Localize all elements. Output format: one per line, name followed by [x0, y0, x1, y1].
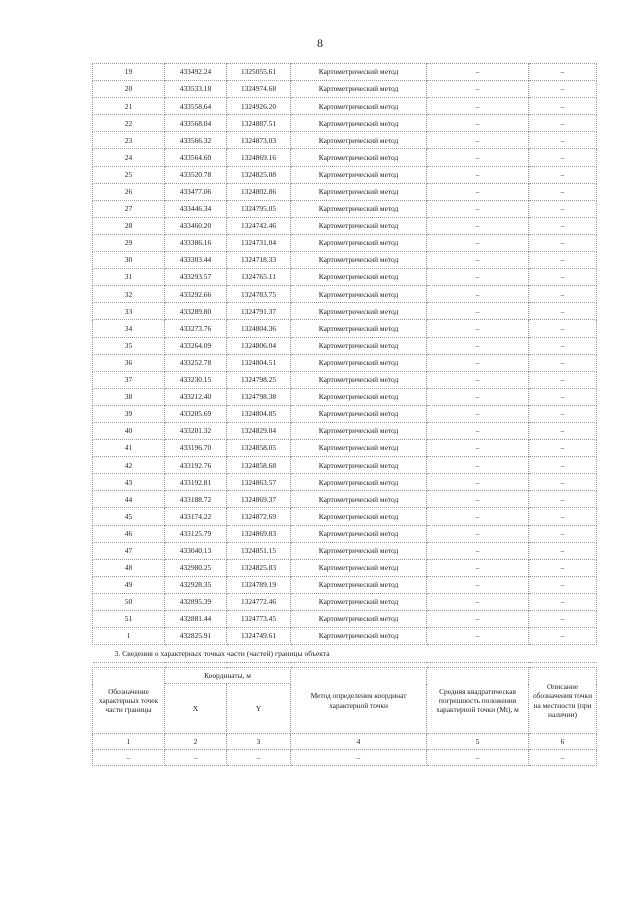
error-cell: – [427, 508, 529, 525]
method-cell: Картометрический метод [291, 508, 427, 525]
coord-x-cell: 433174.22 [165, 508, 227, 525]
coord-x-cell: 433303.44 [165, 252, 227, 269]
header-error: Средняя квадратическая погрешность положения характерной точки (Mt), м [427, 668, 529, 734]
coord-x-cell: 433292.66 [165, 286, 227, 303]
header-x: X [165, 684, 227, 734]
col-number-4: 4 [291, 734, 427, 750]
coord-x-cell: 433477.06 [165, 183, 227, 200]
method-cell: Картометрический метод [291, 217, 427, 234]
page-number: 8 [317, 36, 323, 50]
point-row [93, 132, 597, 149]
method-cell: Картометрический метод [291, 98, 427, 115]
description-cell: – [529, 320, 597, 337]
error-cell: – [427, 559, 529, 576]
method-cell: Картометрический метод [291, 200, 427, 217]
point-row [93, 576, 597, 593]
point-number-cell: 46 [93, 525, 165, 542]
point-number-cell: 34 [93, 320, 165, 337]
empty-cell: – [427, 750, 529, 766]
coord-x-cell: 433446.34 [165, 200, 227, 217]
point-number-cell: 22 [93, 115, 165, 132]
method-cell: Картометрический метод [291, 115, 427, 132]
coord-x-cell: 432980.25 [165, 559, 227, 576]
point-number-cell: 26 [93, 183, 165, 200]
coord-y-cell: 1324806.04 [227, 337, 291, 354]
description-cell: – [529, 269, 597, 286]
point-row [93, 611, 597, 628]
point-number-cell: 51 [93, 611, 165, 628]
method-cell: Картометрический метод [291, 388, 427, 405]
coord-x-cell: 433230.15 [165, 371, 227, 388]
coord-y-cell: 1324851.15 [227, 542, 291, 559]
description-cell: – [529, 252, 597, 269]
point-number-cell: 24 [93, 149, 165, 166]
description-cell: – [529, 354, 597, 371]
method-cell: Картометрический метод [291, 166, 427, 183]
point-number-cell: 36 [93, 354, 165, 371]
method-cell: Картометрический метод [291, 593, 427, 610]
coord-x-cell: 433289.80 [165, 303, 227, 320]
header-coordinates: Координаты, м [165, 668, 291, 684]
description-cell: – [529, 388, 597, 405]
coord-y-cell: 1324731.04 [227, 234, 291, 251]
coord-x-cell: 433192.81 [165, 474, 227, 491]
method-cell: Картометрический метод [291, 457, 427, 474]
description-cell: – [529, 371, 597, 388]
point-number-cell: 21 [93, 98, 165, 115]
method-cell: Картометрический метод [291, 440, 427, 457]
point-row [93, 525, 597, 542]
point-number-cell: 19 [93, 64, 165, 81]
description-cell: – [529, 337, 597, 354]
point-row [93, 474, 597, 491]
error-cell: – [427, 64, 529, 81]
coord-y-cell: 1324825.08 [227, 166, 291, 183]
point-row [93, 217, 597, 234]
error-cell: – [427, 474, 529, 491]
point-number-cell: 1 [93, 628, 165, 645]
coord-x-cell: 433273.76 [165, 320, 227, 337]
method-cell: Картометрический метод [291, 611, 427, 628]
description-cell: – [529, 457, 597, 474]
error-cell: – [427, 611, 529, 628]
coord-x-cell: 433201.32 [165, 422, 227, 439]
method-cell: Картометрический метод [291, 234, 427, 251]
point-number-cell: 29 [93, 234, 165, 251]
description-cell: – [529, 559, 597, 576]
coord-x-cell: 433293.57 [165, 269, 227, 286]
description-cell: – [529, 525, 597, 542]
coord-y-cell: 1324869.37 [227, 491, 291, 508]
description-cell: – [529, 593, 597, 610]
description-cell: – [529, 132, 597, 149]
point-row [93, 269, 597, 286]
error-cell: – [427, 337, 529, 354]
method-cell: Картометрический метод [291, 81, 427, 98]
coord-y-cell: 1324798.38 [227, 388, 291, 405]
coord-x-cell: 432881.44 [165, 611, 227, 628]
error-cell: – [427, 354, 529, 371]
point-number-cell: 27 [93, 200, 165, 217]
coord-x-cell: 433533.18 [165, 81, 227, 98]
error-cell: – [427, 525, 529, 542]
error-cell: – [427, 81, 529, 98]
description-cell: – [529, 115, 597, 132]
method-cell: Картометрический метод [291, 405, 427, 422]
coord-x-cell: 433192.76 [165, 457, 227, 474]
description-cell: – [529, 422, 597, 439]
point-row [93, 98, 597, 115]
error-cell: – [427, 422, 529, 439]
description-cell: – [529, 81, 597, 98]
coord-x-cell: 433564.60 [165, 149, 227, 166]
error-cell: – [427, 166, 529, 183]
empty-cell: – [291, 750, 427, 766]
point-row [93, 440, 597, 457]
col-number-5: 5 [427, 734, 529, 750]
point-row [93, 115, 597, 132]
point-number-cell: 31 [93, 269, 165, 286]
coord-x-cell: 433040.13 [165, 542, 227, 559]
point-number-cell: 25 [93, 166, 165, 183]
point-number-cell: 49 [93, 576, 165, 593]
point-row [93, 405, 597, 422]
coord-x-cell: 433568.04 [165, 115, 227, 132]
description-cell: – [529, 303, 597, 320]
point-row [93, 542, 597, 559]
point-row [93, 286, 597, 303]
point-row [93, 303, 597, 320]
section-3-title: 3. Сведения о характерных точках части (частей) границы объекта [93, 645, 597, 663]
method-cell: Картометрический метод [291, 559, 427, 576]
method-cell: Картометрический метод [291, 628, 427, 645]
col-number-3: 3 [227, 734, 291, 750]
point-row [93, 491, 597, 508]
error-cell: – [427, 440, 529, 457]
error-cell: – [427, 149, 529, 166]
error-cell: – [427, 388, 529, 405]
coord-x-cell: 432825.91 [165, 628, 227, 645]
point-number-cell: 32 [93, 286, 165, 303]
coord-y-cell: 1324858.68 [227, 457, 291, 474]
col-number-6: 6 [529, 734, 597, 750]
point-number-cell: 47 [93, 542, 165, 559]
empty-cell: – [93, 750, 165, 766]
point-row [93, 388, 597, 405]
characteristic-points-table [92, 63, 597, 663]
error-cell: – [427, 303, 529, 320]
point-row [93, 371, 597, 388]
coord-x-cell: 433520.78 [165, 166, 227, 183]
description-cell: – [529, 576, 597, 593]
empty-cell: – [529, 750, 597, 766]
description-cell: – [529, 64, 597, 81]
coord-y-cell: 1324869.16 [227, 149, 291, 166]
point-number-cell: 45 [93, 508, 165, 525]
point-number-cell: 23 [93, 132, 165, 149]
point-number-cell: 28 [93, 217, 165, 234]
point-number-cell: 35 [93, 337, 165, 354]
coord-y-cell: 1324863.57 [227, 474, 291, 491]
point-row [93, 252, 597, 269]
point-number-cell: 39 [93, 405, 165, 422]
description-cell: – [529, 183, 597, 200]
coord-x-cell: 433492.24 [165, 64, 227, 81]
point-row [93, 559, 597, 576]
description-cell: – [529, 405, 597, 422]
method-cell: Картометрический метод [291, 286, 427, 303]
description-cell: – [529, 217, 597, 234]
method-cell: Картометрический метод [291, 183, 427, 200]
coord-x-cell: 433252.78 [165, 354, 227, 371]
coord-y-cell: 1324869.83 [227, 525, 291, 542]
coord-y-cell: 1324749.61 [227, 628, 291, 645]
error-cell: – [427, 593, 529, 610]
error-cell: – [427, 200, 529, 217]
coord-x-cell: 433212.40 [165, 388, 227, 405]
description-cell: – [529, 286, 597, 303]
point-row [93, 166, 597, 183]
coord-x-cell: 433264.09 [165, 337, 227, 354]
coord-y-cell: 1324773.45 [227, 611, 291, 628]
coord-x-cell: 433188.72 [165, 491, 227, 508]
coord-x-cell: 433125.79 [165, 525, 227, 542]
description-cell: – [529, 234, 597, 251]
coord-y-cell: 1324804.85 [227, 405, 291, 422]
description-cell: – [529, 200, 597, 217]
method-cell: Картометрический метод [291, 354, 427, 371]
point-row [93, 593, 597, 610]
coord-y-cell: 1324772.46 [227, 593, 291, 610]
description-cell: – [529, 508, 597, 525]
point-number-cell: 41 [93, 440, 165, 457]
point-row [93, 457, 597, 474]
header-description: Описание обозначения точки на местности (при наличии) [529, 668, 597, 734]
method-cell: Картометрический метод [291, 474, 427, 491]
coord-y-cell: 1324791.37 [227, 303, 291, 320]
coord-y-cell: 1324926.20 [227, 98, 291, 115]
empty-cell: – [227, 750, 291, 766]
description-cell: – [529, 149, 597, 166]
description-cell: – [529, 628, 597, 645]
point-row [93, 422, 597, 439]
coord-y-cell: 1324783.75 [227, 286, 291, 303]
col-number-2: 2 [165, 734, 227, 750]
method-cell: Картометрический метод [291, 371, 427, 388]
point-number-cell: 33 [93, 303, 165, 320]
error-cell: – [427, 457, 529, 474]
point-row [93, 354, 597, 371]
point-number-cell: 48 [93, 559, 165, 576]
coord-y-cell: 1324887.51 [227, 115, 291, 132]
error-cell: – [427, 542, 529, 559]
error-cell: – [427, 269, 529, 286]
error-cell: – [427, 115, 529, 132]
method-cell: Картометрический метод [291, 320, 427, 337]
error-cell: – [427, 183, 529, 200]
coord-y-cell: 1324829.04 [227, 422, 291, 439]
point-number-cell: 50 [93, 593, 165, 610]
point-row [93, 64, 597, 81]
point-number-cell: 37 [93, 371, 165, 388]
point-number-cell: 20 [93, 81, 165, 98]
error-cell: – [427, 491, 529, 508]
coord-x-cell: 433460.20 [165, 217, 227, 234]
point-number-cell: 44 [93, 491, 165, 508]
description-cell: – [529, 474, 597, 491]
coord-y-cell: 1324798.25 [227, 371, 291, 388]
coord-y-cell: 1325055.61 [227, 64, 291, 81]
description-cell: – [529, 542, 597, 559]
point-number-cell: 42 [93, 457, 165, 474]
description-cell: – [529, 440, 597, 457]
coord-y-cell: 1324804.36 [227, 320, 291, 337]
point-row [93, 200, 597, 217]
point-row [93, 234, 597, 251]
method-cell: Картометрический метод [291, 576, 427, 593]
point-row [93, 149, 597, 166]
method-cell: Картометрический метод [291, 132, 427, 149]
coord-x-cell: 433558.64 [165, 98, 227, 115]
method-cell: Картометрический метод [291, 542, 427, 559]
header-designation: Обозначение характерных точек части границы [93, 668, 165, 734]
coord-y-cell: 1324872.69 [227, 508, 291, 525]
part-boundary-points-table [92, 667, 597, 766]
coord-y-cell: 1324718.33 [227, 252, 291, 269]
point-number-cell: 30 [93, 252, 165, 269]
error-cell: – [427, 252, 529, 269]
point-row [93, 320, 597, 337]
point-row [93, 81, 597, 98]
error-cell: – [427, 628, 529, 645]
error-cell: – [427, 576, 529, 593]
col-number-1: 1 [93, 734, 165, 750]
coord-y-cell: 1324789.19 [227, 576, 291, 593]
point-row [93, 508, 597, 525]
coord-y-cell: 1324765.11 [227, 269, 291, 286]
coord-y-cell: 1324742.46 [227, 217, 291, 234]
error-cell: – [427, 217, 529, 234]
point-row [93, 337, 597, 354]
coord-y-cell: 1324795.05 [227, 200, 291, 217]
coord-y-cell: 1324974.68 [227, 81, 291, 98]
method-cell: Картометрический метод [291, 525, 427, 542]
coord-y-cell: 1324825.83 [227, 559, 291, 576]
description-cell: – [529, 98, 597, 115]
point-number-cell: 38 [93, 388, 165, 405]
method-cell: Картометрический метод [291, 269, 427, 286]
header-y: Y [227, 684, 291, 734]
point-number-cell: 43 [93, 474, 165, 491]
method-cell: Картометрический метод [291, 337, 427, 354]
coord-y-cell: 1324873.03 [227, 132, 291, 149]
coord-x-cell: 433196.70 [165, 440, 227, 457]
error-cell: – [427, 371, 529, 388]
point-row [93, 183, 597, 200]
header-method: Метод определения координат характерной точки [291, 668, 427, 734]
method-cell: Картометрический метод [291, 252, 427, 269]
coord-y-cell: 1324858.05 [227, 440, 291, 457]
error-cell: – [427, 234, 529, 251]
method-cell: Картометрический метод [291, 422, 427, 439]
coord-y-cell: 1324804.51 [227, 354, 291, 371]
point-number-cell: 40 [93, 422, 165, 439]
error-cell: – [427, 405, 529, 422]
error-cell: – [427, 286, 529, 303]
coord-x-cell: 433566.32 [165, 132, 227, 149]
empty-cell: – [165, 750, 227, 766]
description-cell: – [529, 491, 597, 508]
coord-x-cell: 433386.16 [165, 234, 227, 251]
coord-x-cell: 432895.39 [165, 593, 227, 610]
description-cell: – [529, 166, 597, 183]
method-cell: Картометрический метод [291, 149, 427, 166]
method-cell: Картометрический метод [291, 491, 427, 508]
point-row [93, 628, 597, 645]
coord-y-cell: 1324802.86 [227, 183, 291, 200]
error-cell: – [427, 320, 529, 337]
description-cell: – [529, 611, 597, 628]
method-cell: Картометрический метод [291, 64, 427, 81]
method-cell: Картометрический метод [291, 303, 427, 320]
coord-x-cell: 432928.35 [165, 576, 227, 593]
error-cell: – [427, 132, 529, 149]
coord-x-cell: 433205.69 [165, 405, 227, 422]
error-cell: – [427, 98, 529, 115]
